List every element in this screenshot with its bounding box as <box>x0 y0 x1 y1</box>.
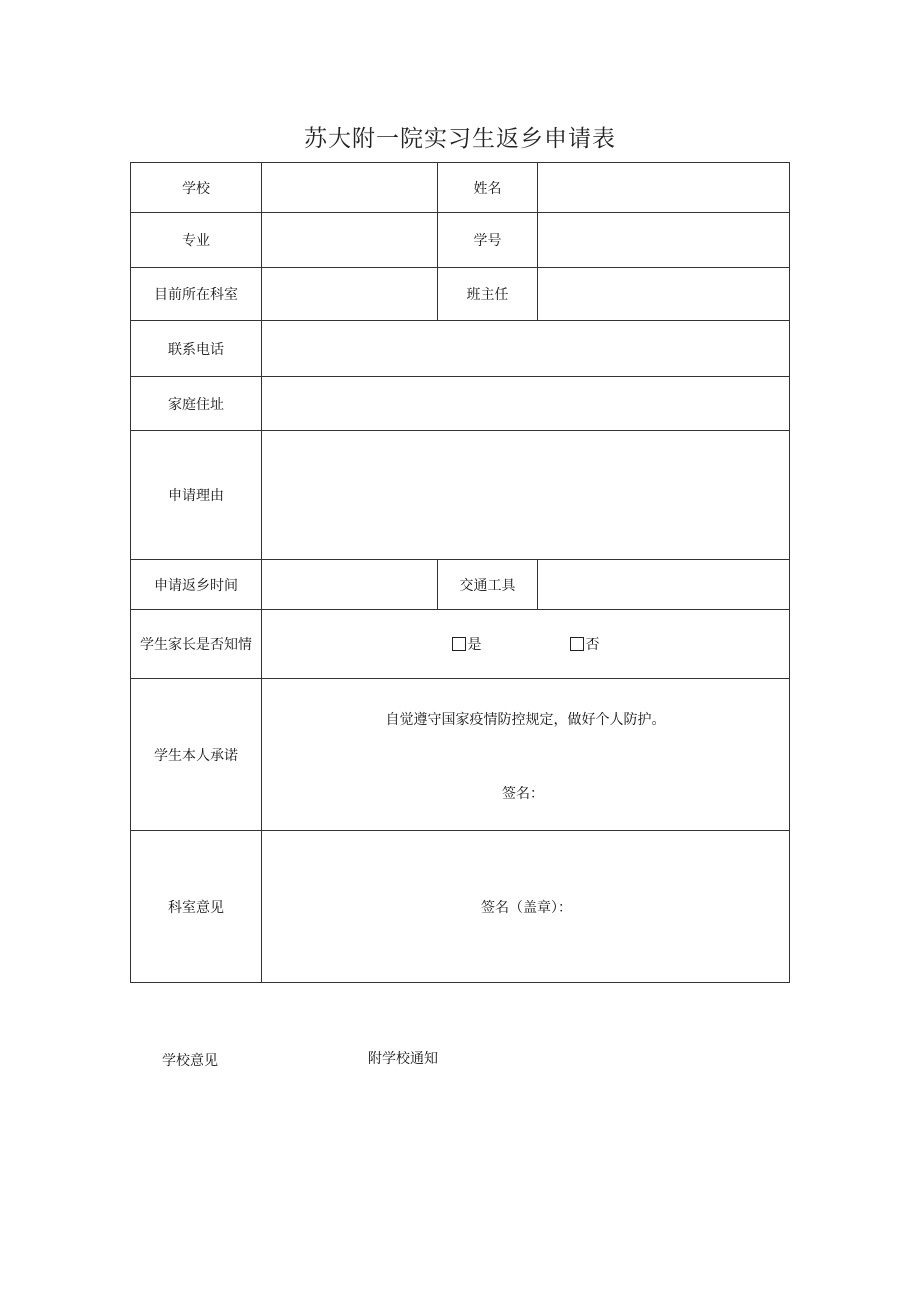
phone-field[interactable] <box>262 321 790 377</box>
dept-opinion-label: 科室意见 <box>131 831 262 983</box>
head-teacher-field[interactable] <box>538 268 790 321</box>
reason-field[interactable] <box>262 431 790 560</box>
table-row <box>131 560 790 610</box>
dept-opinion-cell <box>262 831 790 983</box>
return-time-label: 申请返乡时间 <box>131 560 262 610</box>
attachment-note: 附学校通知 <box>368 1051 438 1067</box>
table-row <box>131 321 790 377</box>
table-row <box>131 377 790 431</box>
parents-informed-options <box>262 610 790 679</box>
table-row <box>131 431 790 560</box>
pledge-text: 自觉遵守国家疫情防控规定，做好个人防护。 <box>385 712 666 728</box>
option-no-checkbox[interactable] <box>570 634 600 654</box>
application-form-table <box>130 162 790 983</box>
phone-label: 联系电话 <box>131 321 262 377</box>
name-label: 姓名 <box>438 163 538 213</box>
parents-informed-label: 学生家长是否知情 <box>131 610 262 679</box>
checkbox-icon <box>452 637 466 651</box>
table-row <box>131 163 790 213</box>
student-id-label: 学号 <box>438 213 538 268</box>
name-field[interactable] <box>538 163 790 213</box>
table-row <box>131 831 790 983</box>
school-field[interactable] <box>262 163 438 213</box>
current-dept-field[interactable] <box>262 268 438 321</box>
dept-signature-field[interactable]: 签名（盖章）： <box>481 899 572 916</box>
table-row <box>131 213 790 268</box>
pledge-signature-field[interactable]: 签名： <box>502 786 544 802</box>
major-label: 专业 <box>131 213 262 268</box>
table-row <box>131 679 790 831</box>
option-yes-label: 是 <box>467 637 482 653</box>
pledge-label: 学生本人承诺 <box>131 679 262 831</box>
page-title: 苏大附一院实习生返乡申请表 <box>304 126 616 152</box>
major-field[interactable] <box>262 213 438 268</box>
table-row <box>131 610 790 679</box>
pledge-cell <box>262 679 790 831</box>
return-time-field[interactable] <box>262 560 438 610</box>
current-dept-label: 目前所在科室 <box>131 268 262 321</box>
reason-label: 申请理由 <box>131 431 262 560</box>
transport-field[interactable] <box>538 560 790 610</box>
head-teacher-label: 班主任 <box>438 268 538 321</box>
transport-label: 交通工具 <box>438 560 538 610</box>
option-yes-checkbox[interactable] <box>452 634 482 654</box>
address-field[interactable] <box>262 377 790 431</box>
school-label: 学校 <box>131 163 262 213</box>
checkbox-icon <box>570 637 584 651</box>
student-id-field[interactable] <box>538 213 790 268</box>
option-no-label: 否 <box>585 637 600 653</box>
school-opinion-label: 学校意见 <box>162 1053 218 1069</box>
address-label: 家庭住址 <box>131 377 262 431</box>
table-row <box>131 268 790 321</box>
